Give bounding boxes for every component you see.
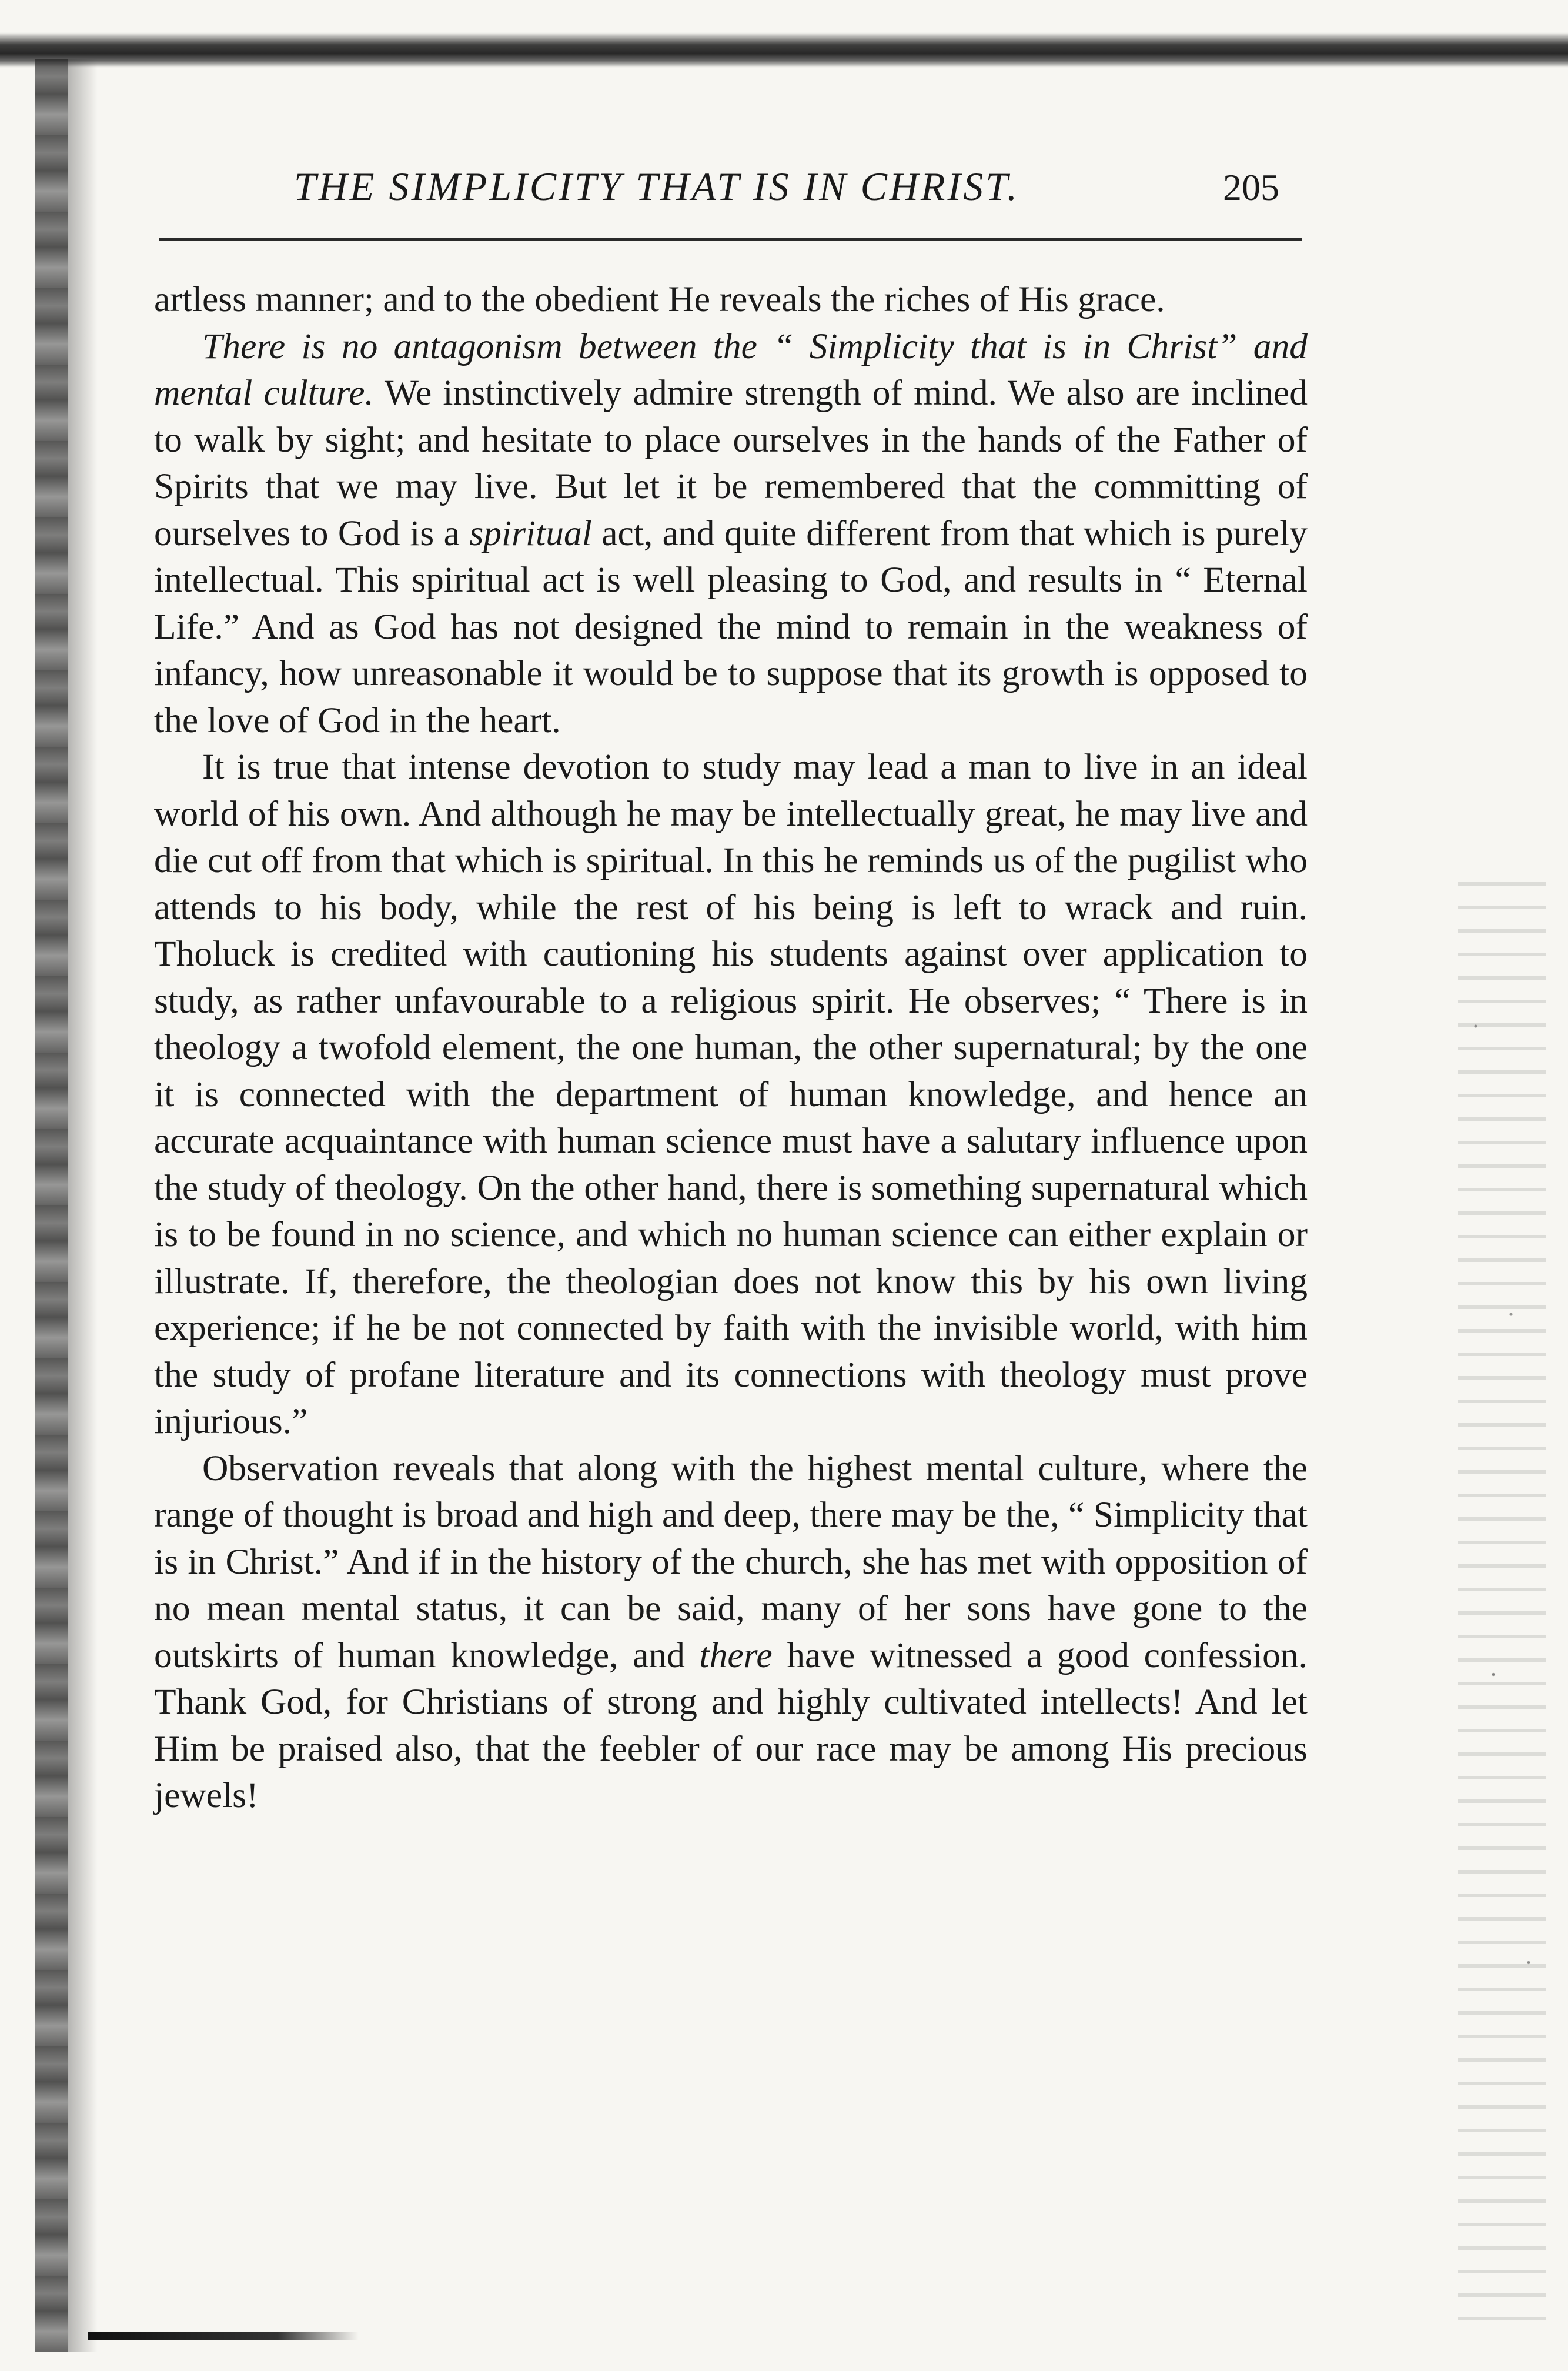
- running-title: THE SIMPLICITY THAT IS IN CHRIST.: [294, 164, 1019, 209]
- paragraph: [154, 323, 1308, 744]
- body-text: [154, 276, 1308, 1819]
- text-run: act, and quite different from that which is purely intellectual. This spiritual act is well pleasing to God, and results in “ Eternal Life.” And as God has not designed the mind to remain in the weakness of infancy, how unreasonable it would be to suppose that its growth is opposed to the love of God in the heart.: [154, 513, 1308, 740]
- scan-bottom-mark: [88, 2332, 359, 2340]
- text-run: It is true that intense devotion to study may lead a man to live in an ideal world of his own. And although he may be intellectually great, he may live and die cut off from that which is spiritual. In this he reminds us of the pugilist who attends to his body, while the rest of his being is left to wrack and ruin. Tholuck is credited with cautioning his students against over application to study, as rather unfavourable to a religious spirit. He observes; “ There is in theology a twofold element, the one human, the other supernatural; by the one it is connected with the department of human knowledge, and hence an accurate acquaintance with human science must have a salutary influence upon the study of theology. On the other hand, there is something supernatural which is to be found in no science, and which no human science can either explain or illustrate. If, therefore, the theologian does not know this by his own living experience; if he be not connected by faith with the invisible world, with him the study of profane literature and its connections with theology must prove injurious.”: [154, 747, 1308, 1441]
- scan-bleed-through-specks: [1458, 882, 1546, 2323]
- scan-top-edge: [0, 32, 1568, 68]
- italic-text-run: There is no antagonism between the “ Simplicity that is in Christ” and mental culture.: [154, 326, 1308, 413]
- paragraph: [154, 1445, 1308, 1819]
- text-run: artless manner; and to the obedient He reveals the riches of His grace.: [154, 279, 1165, 319]
- text-run: have witnessed a good confession. Thank God, for Christians of strong and highly cultivated intellects! And let Him be praised also, that the feebler of our race may be among His precious jewels!: [154, 1635, 1308, 1815]
- italic-text-run: there: [699, 1635, 773, 1675]
- scan-gutter-shadow: [68, 59, 98, 2352]
- text-run: We instinctively admire strength of mind. We also are inclined to walk by sight; and hesitate to place ourselves in the hands of the Father of Spirits that we may live. But let it be remembered that the committing of ourselves to God is a: [154, 373, 1308, 553]
- running-head: [153, 158, 1311, 222]
- text-run: Observation reveals that along with the highest mental culture, where the range of thought is broad and high and deep, there may be the, “ Simplicity that is in Christ.” And if in the history of the church, she has met with opposition of no mean mental status, it can be said, many of her sons have gone to the outskirts of human knowledge, and: [154, 1448, 1308, 1675]
- header-rule: [159, 238, 1302, 241]
- paragraph: [154, 276, 1308, 323]
- scan-binding-edge: [35, 59, 68, 2352]
- paragraph: [154, 744, 1308, 1445]
- italic-text-run: spiritual: [469, 513, 592, 553]
- page-number: 205: [1223, 166, 1279, 208]
